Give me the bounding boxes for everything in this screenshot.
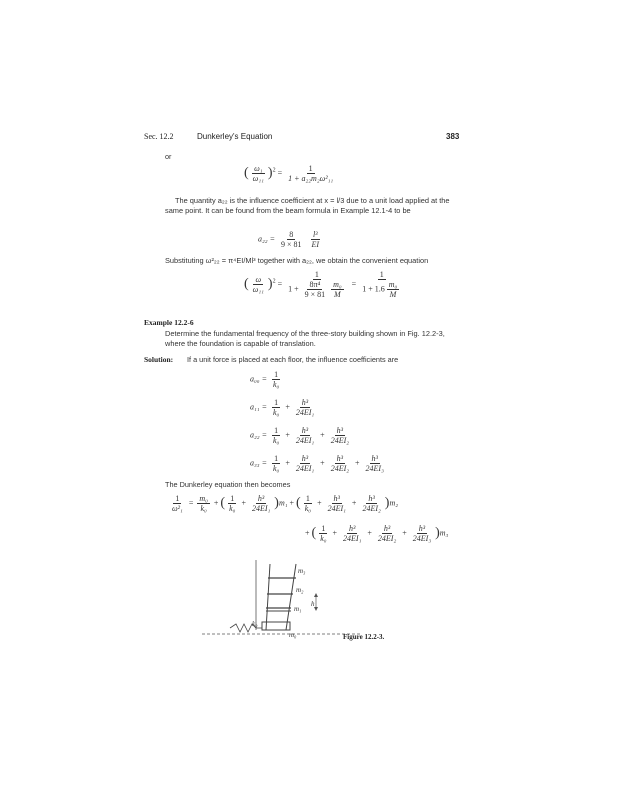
example-title: Example 12.2-6 [144,318,194,327]
solution-label: Solution: [144,355,174,364]
fig-label-m3: m₃ [298,567,306,575]
substituting-paragraph: Substituting ω²₂₂ = π⁴EI/Ml³ together with a₂₂, we obtain the convenient equation [165,256,429,265]
fig-label-m0: m₀ [289,631,297,639]
section-label: Sec. 12.2 [144,132,174,141]
solution-body: If a unit force is placed at each floor, the influence coefficients are [187,355,399,364]
fig-label-h: h [311,600,315,608]
a11-equation: a₁₁ = $\frac{1}{\text{k₀}}$ + $\frac{\text{h³}}{\text{24EI₁}}$ [250,398,315,417]
a00-equation: a₀₀ = $\frac{1}{\text{k₀}}$ [250,370,280,389]
dunkerley-then: The Dunkerley equation then becomes [165,480,291,489]
or-text: or [165,152,172,161]
fig-label-k0: k₀ [252,620,258,628]
example-body: Determine the fundamental frequency of the three-story building shown in Fig. 12.2-3, where the foundation is capable of translation. [165,329,445,348]
equation-1: ( $\frac{\text{ω₁}}{\text{ω₁₁}}$ )$^2$ = $\frac{1}{\text{1 + a₂₂m₂ω²₁₁}}$ [244,164,334,183]
fig-label-m1: m₁ [294,605,302,613]
figure-caption: Figure 12.2-3. [343,633,385,641]
a33-equation: a₃₃ = $\frac{1}{\text{k₀}}$ + $\frac{\text{h³}}{\text{24EI₁}}$ + $\frac{\text{h³}}{\text{24EI₂}}$ + $\frac{\text{h³}}{\text{24EI₃}}$ [250,454,384,473]
quantity-paragraph: The quantity a₂₂ is the influence coefficient at x = l/3 due to a unit load applied at the same point. It can be found from the beam formula in Example 12.1-4 to be [165,196,450,215]
equation-2: ( $\frac{\omega}{\text{ω₁₁}}$ )$^2$ = 1 1 + $\frac{\text{8π⁴}}{9 \times 81}$ $\frac{\text{m₀}}{M}$ = 1 1 + 1.6 $\frac{\text{m₀}}{M}$ [244,270,398,299]
dunkerley-equation-line1: $\frac{1}{\text{ω²₁}}$ = $\frac{\text{m₀}}{\text{k₀}}$ + ( $\frac{1}{\text{k₀}}$ + $\frac{\text{h³}}{\text{24EI₁}}$ )m₁ + ( $\frac{1}{\text{k₀}}$ + $\frac{\text{h³}}{\text{24EI₁}}$ + $\frac{\text{h³}}{\text{24EI₂}}$ )m₂ [172,494,399,513]
a22-equation: a₂₂ = $\frac{8}{9 \times 81}$ $\frac{\text{l³}}{EI}$ [258,230,320,249]
fig-label-m2: m₂ [296,586,304,594]
section-title: Dunkerley's Equation [197,132,273,141]
building-figure [200,558,360,650]
dunkerley-equation-line2: + ( $\frac{1}{\text{k₀}}$ + $\frac{\text{h³}}{\text{24EI₁}}$ + $\frac{\text{h³}}{\text{24EI₂}}$ + $\frac{\text{h³}}{\text{24EI₃}}$ )m₃ [305,524,449,543]
a22-coef-equation: a₂₂ = $\frac{1}{\text{k₀}}$ + $\frac{\text{h³}}{\text{24EI₁}}$ + $\frac{\text{h³}}{\text{24EI₂}}$ [250,426,350,445]
page-number: 383 [446,132,460,141]
